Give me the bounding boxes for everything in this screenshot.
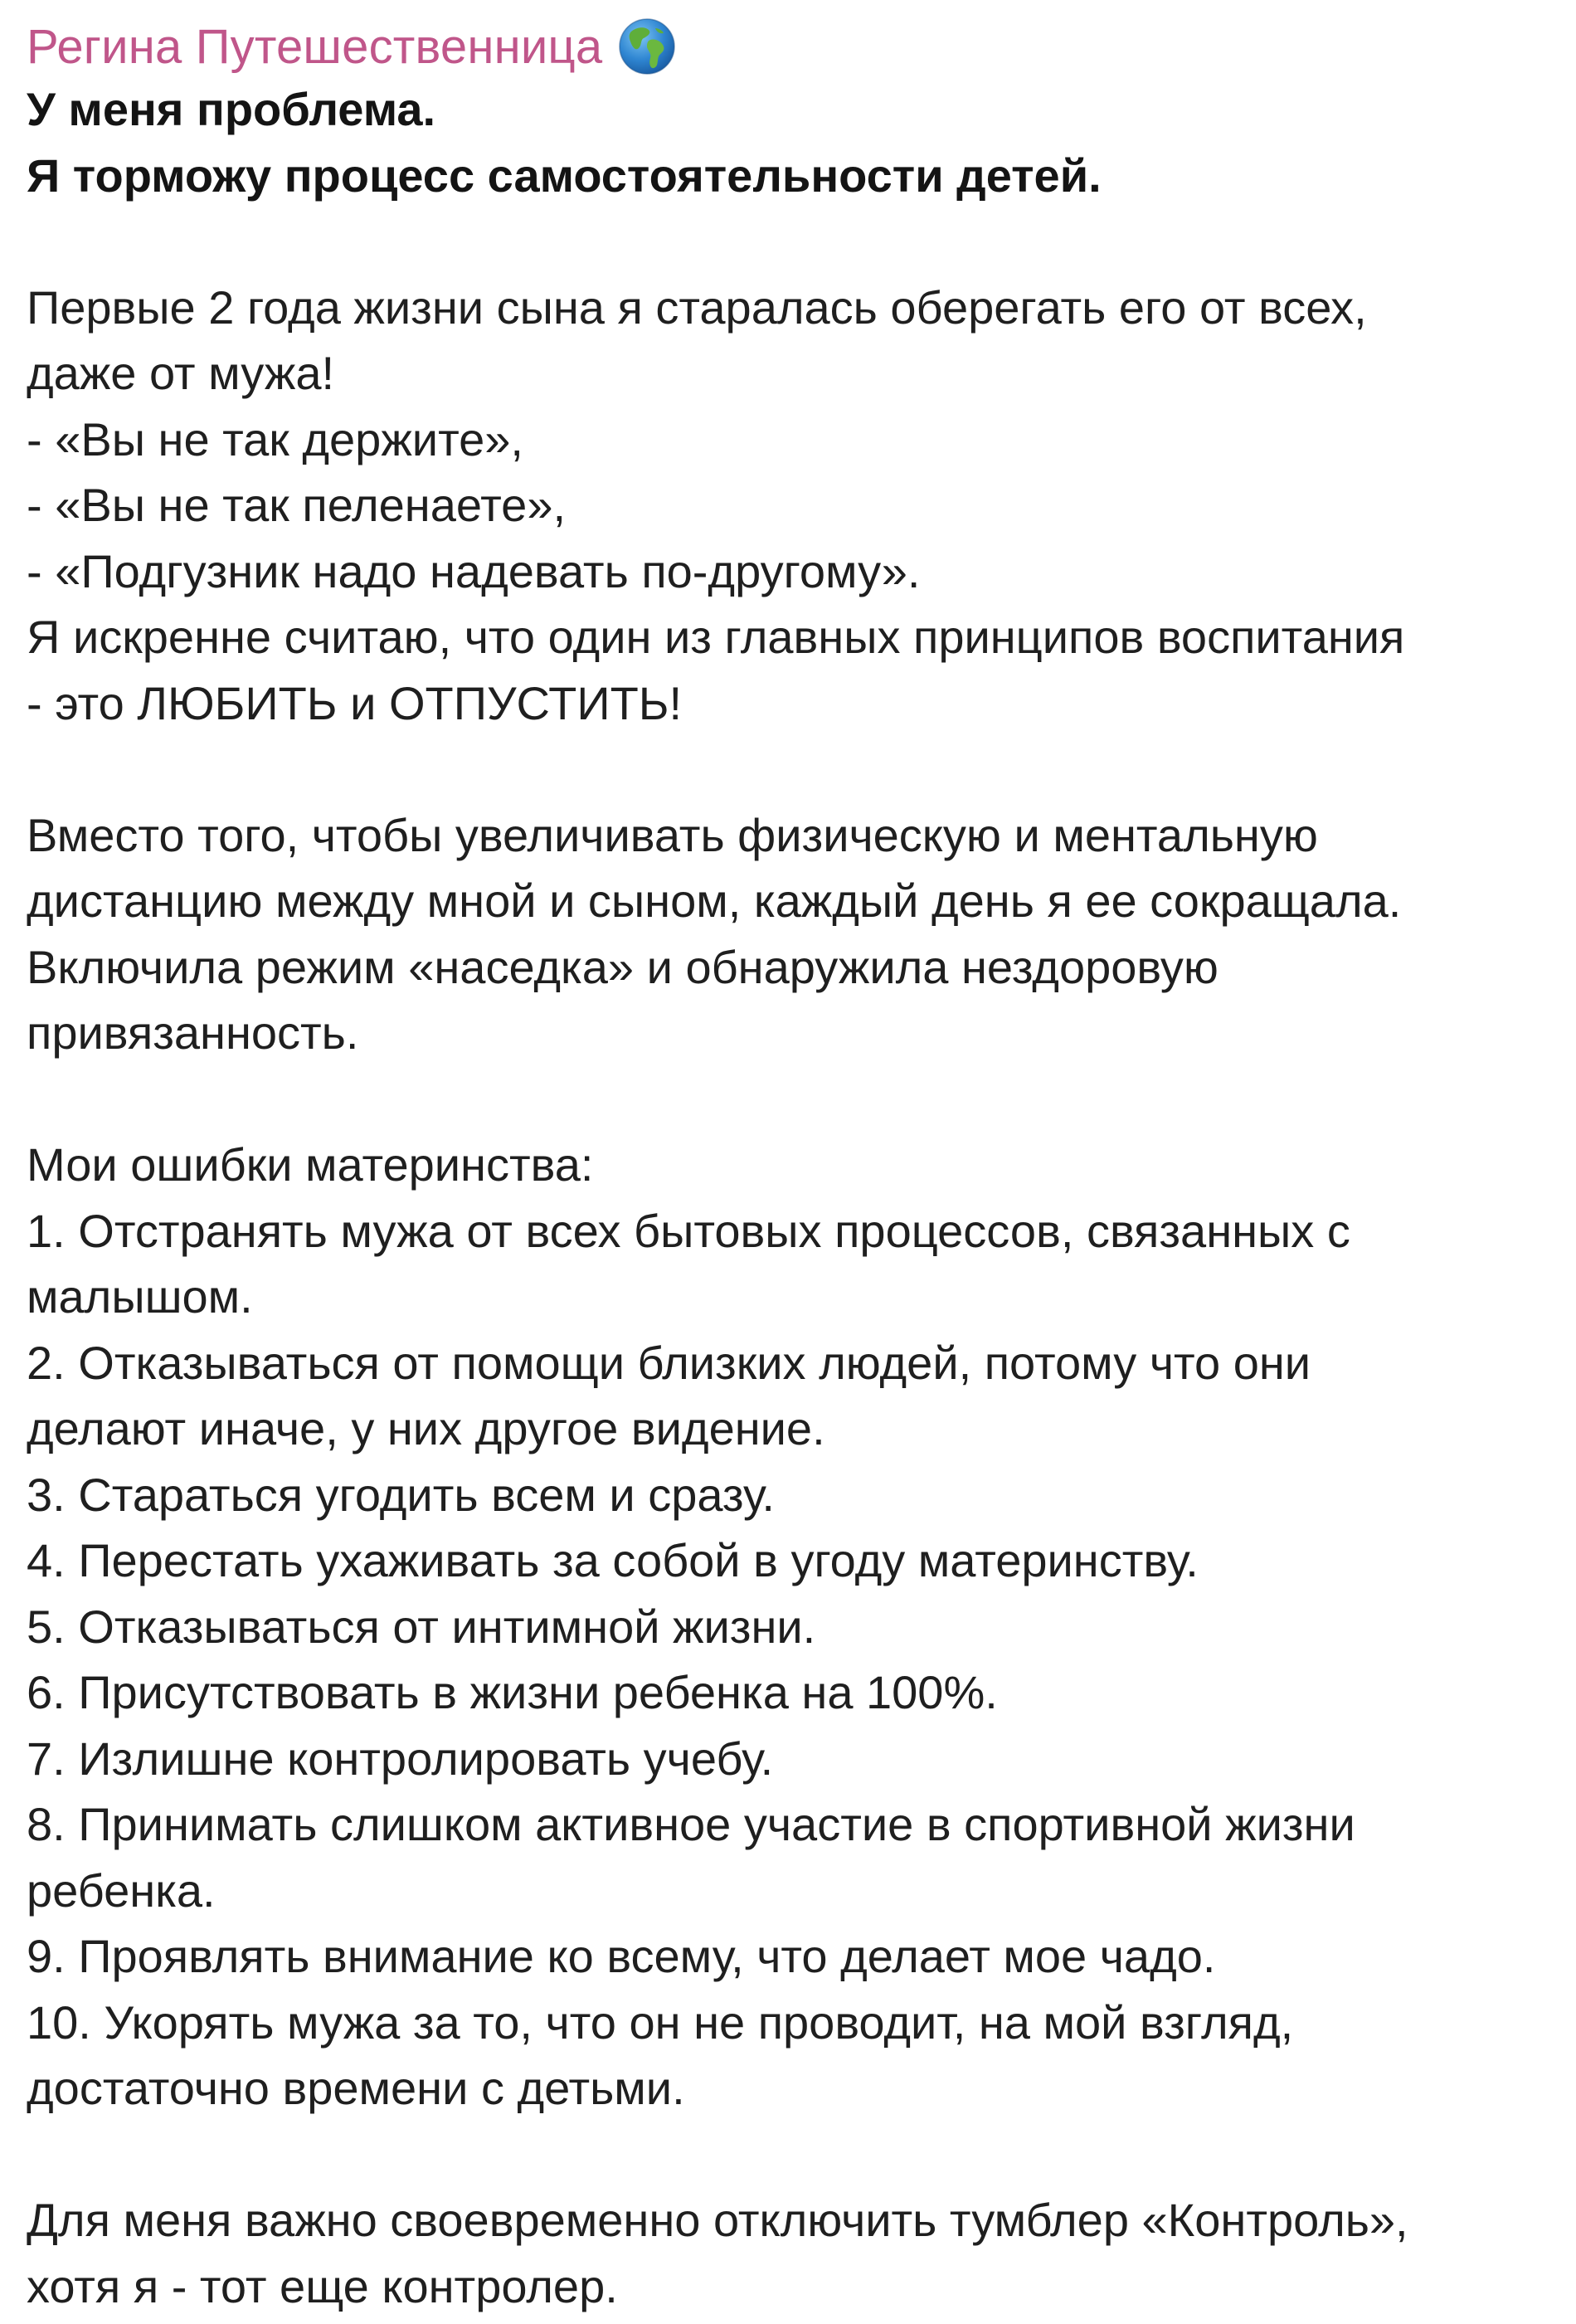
message-line: 5. Отказываться от интимной жизни. <box>27 1600 816 1653</box>
message-line: 10. Укорять мужа за то, что он не проводит, на мой взгляд, <box>27 1995 1294 2049</box>
message-line: 8. Принимать слишком активное участие в спортивной жизни <box>27 1798 1355 1850</box>
message-line: Я искренне считаю, что один из главных принципов воспитания <box>27 611 1405 663</box>
message-line: Включила режим «наседка» и обнаружила нездоровую <box>27 940 1218 993</box>
message-line: Мои ошибки материнства: <box>27 1138 594 1191</box>
message-line: привязанность. <box>27 1006 359 1059</box>
message-line: хотя я - тот еще контролер. <box>27 2259 618 2312</box>
message-line: 3. Стараться угодить всем и сразу. <box>27 1468 775 1521</box>
message-line: ребенка. <box>27 1864 216 1917</box>
message-line: 1. Отстранять мужа от всех бытовых процессов, связанных с <box>27 1204 1350 1257</box>
blank-line <box>27 208 1553 275</box>
message-line: 4. Перестать ухаживать за собой в угоду материнству. <box>27 1534 1199 1586</box>
blank-line <box>27 736 1553 802</box>
message-line: 7. Излишне контролировать учебу. <box>27 1732 774 1785</box>
message-line: 6. Присутствовать в жизни ребенка на 100%. <box>27 1666 998 1718</box>
message-line: делают иначе, у них другое видение. <box>27 1402 825 1454</box>
message-line: достаточно времени с детьми. <box>27 2062 685 2114</box>
message-line: Я торможу процесс самостоятельности детей. <box>27 149 1102 202</box>
blank-line <box>27 2122 1553 2188</box>
message-line: дистанцию между мной и сыном, каждый день я ее сокращала. <box>27 875 1402 927</box>
message-line: - это ЛЮБИТЬ и ОТПУСТИТЬ! <box>27 676 683 729</box>
globe-icon <box>617 17 677 76</box>
message-line: 2. Отказываться от помощи близких людей, потому что они <box>27 1336 1311 1389</box>
message-line: Вместо того, чтобы увеличивать физическую и ментальную <box>27 808 1318 861</box>
message-line: малышом. <box>27 1270 253 1323</box>
message-line: У меня проблема. <box>27 83 436 135</box>
message-body <box>27 76 1553 2319</box>
message-line: - «Вы не так держите», <box>27 412 523 465</box>
message-header <box>27 12 677 81</box>
message-line: - «Вы не так пеленаете», <box>27 479 567 531</box>
message-line: даже от мужа! <box>27 347 335 399</box>
message-line: Первые 2 года жизни сына я старалась оберегать его от всех, <box>27 280 1367 334</box>
message-line: - «Подгузник надо надевать по-другому». <box>27 544 921 597</box>
message-line: Для меня важно своевременно отключить тумблер «Контроль», <box>27 2194 1408 2246</box>
blank-line <box>27 1066 1553 1133</box>
message-line: 9. Проявлять внимание ко всему, что делает мое чадо. <box>27 1930 1216 1982</box>
sender-name[interactable]: Регина Путешественница <box>27 19 603 74</box>
